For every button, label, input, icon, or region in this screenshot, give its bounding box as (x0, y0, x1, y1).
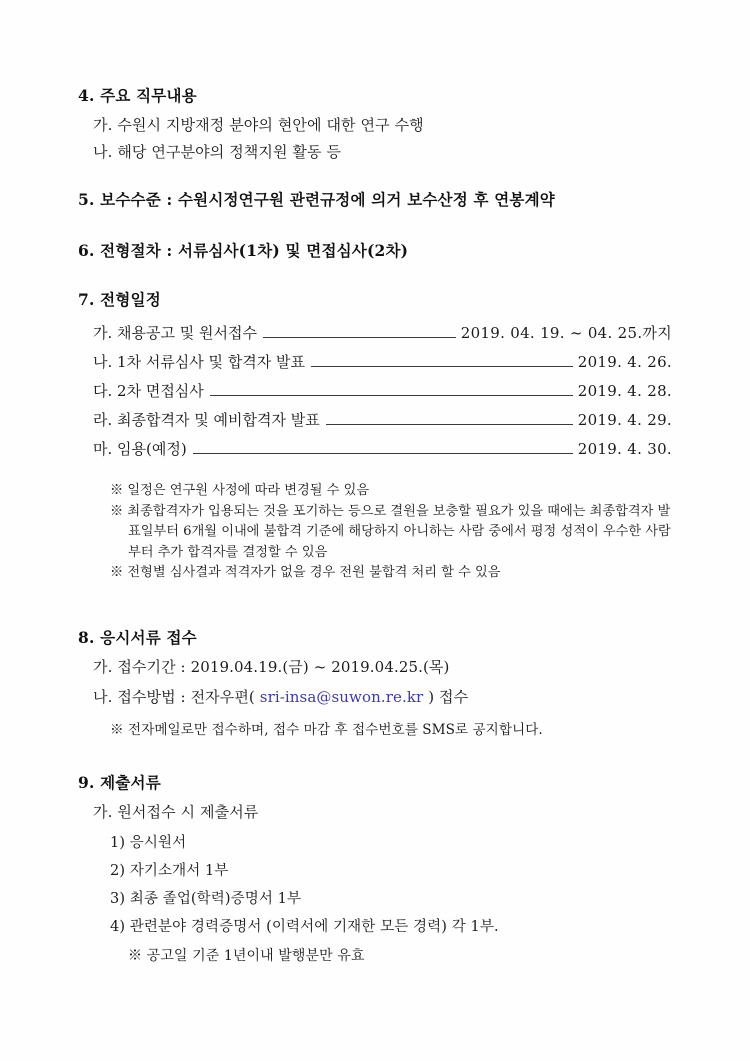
schedule-row-date: 2019. 4. 29. (577, 411, 672, 429)
section-6-heading-text: 6. 전형절차 : 서류심사(1차) 및 면접심사(2차) (78, 241, 409, 260)
section-4-heading: 4. 주요 직무내용 (78, 86, 197, 105)
schedule-note: ※ 전형별 심사결과 적격자가 없을 경우 전원 불합격 처리 할 수 있음 (110, 565, 501, 580)
schedule-row-label: 나. 1차 서류심사 및 합격자 발표 (93, 353, 306, 371)
documents-subheading: 가. 원서접수 시 제출서류 (93, 803, 259, 821)
schedule-row-label: 다. 2차 면접심사 (93, 382, 204, 400)
section-9-heading: 9. 제출서류 (78, 773, 161, 792)
application-email-link[interactable]: sri-insa@suwon.re.kr (259, 688, 424, 706)
schedule-row (93, 380, 672, 401)
schedule-row-date: 2019. 4. 26. (577, 353, 672, 371)
section-4-item-1: 가. 수원시 지방재정 분야의 현안에 대한 연구 수행 (93, 116, 424, 134)
documents-item: 3) 최종 졸업(학력)증명서 1부 (110, 891, 302, 907)
section-6-heading (78, 243, 408, 260)
schedule-row (93, 351, 672, 372)
documents-item: 1) 응시원서 (110, 835, 187, 851)
section-7-heading: 7. 전형일정 (78, 290, 161, 309)
schedule-row (93, 322, 672, 343)
schedule-row-date: 2019. 4. 28. (577, 382, 672, 400)
schedule-row-leader (311, 366, 573, 367)
schedule-row-leader (263, 337, 456, 338)
application-method-suffix: ) 접수 (423, 688, 469, 706)
schedule-row (93, 409, 672, 430)
schedule-row (93, 438, 672, 459)
application-period-row (93, 660, 449, 675)
schedule-notes (110, 481, 673, 584)
application-period-label: 가. 접수기간 : (93, 658, 191, 676)
application-method-row (93, 690, 468, 705)
section-5-heading-text: 5. 보수수준 : 수원시정연구원 관련규정에 의거 보수산정 후 연봉계약 (78, 190, 555, 209)
application-note: ※ 전자메일로만 접수하며, 접수 마감 후 접수번호를 SMS로 공지합니다. (110, 722, 543, 738)
schedule-row-date: 2019. 04. 19. ~ 04. 25.까지 (460, 324, 672, 342)
documents-item-note: ※ 공고일 기준 1년이내 발행분만 유효 (128, 948, 365, 964)
section-4-item-2: 나. 해당 연구분야의 정책지원 활동 등 (93, 143, 342, 161)
schedule-row-date: 2019. 4. 30. (577, 440, 672, 458)
schedule-note: ※ 최종합격자가 입용되는 것을 포기하는 등으로 결원을 보충할 필요가 있을 때에는 최종합격자 발표일부터 6개월 이내에 불합격 기준에 해당하지 아니하는 사람 중에서 평정 성적이 우수한 사람부터 추가 합격자를 결정할 수 있음 (110, 503, 671, 560)
section-8-heading: 8. 응시서류 접수 (78, 628, 197, 647)
schedule-row-label: 가. 채용공고 및 원서접수 (93, 324, 257, 342)
section-5-heading (78, 192, 555, 209)
schedule-row-leader (326, 424, 573, 425)
documents-item: 2) 자기소개서 1부 (110, 863, 229, 879)
documents-item: 4) 관련분야 경력증명서 (이력서에 기재한 모든 경력) 각 1부. (110, 919, 499, 935)
schedule-note: ※ 일정은 연구원 사정에 따라 변경될 수 있음 (110, 483, 370, 498)
schedule-row-leader (193, 453, 573, 454)
schedule-row-label: 라. 최종합격자 및 예비합격자 발표 (93, 411, 320, 429)
schedule-row-label: 마. 임용(예정) (93, 440, 187, 458)
schedule-row-leader (210, 395, 573, 396)
application-method-label: 나. 접수방법 : 전자우편( (93, 688, 260, 706)
application-period-value: 2019.04.19.(금) ~ 2019.04.25.(목) (190, 658, 450, 676)
